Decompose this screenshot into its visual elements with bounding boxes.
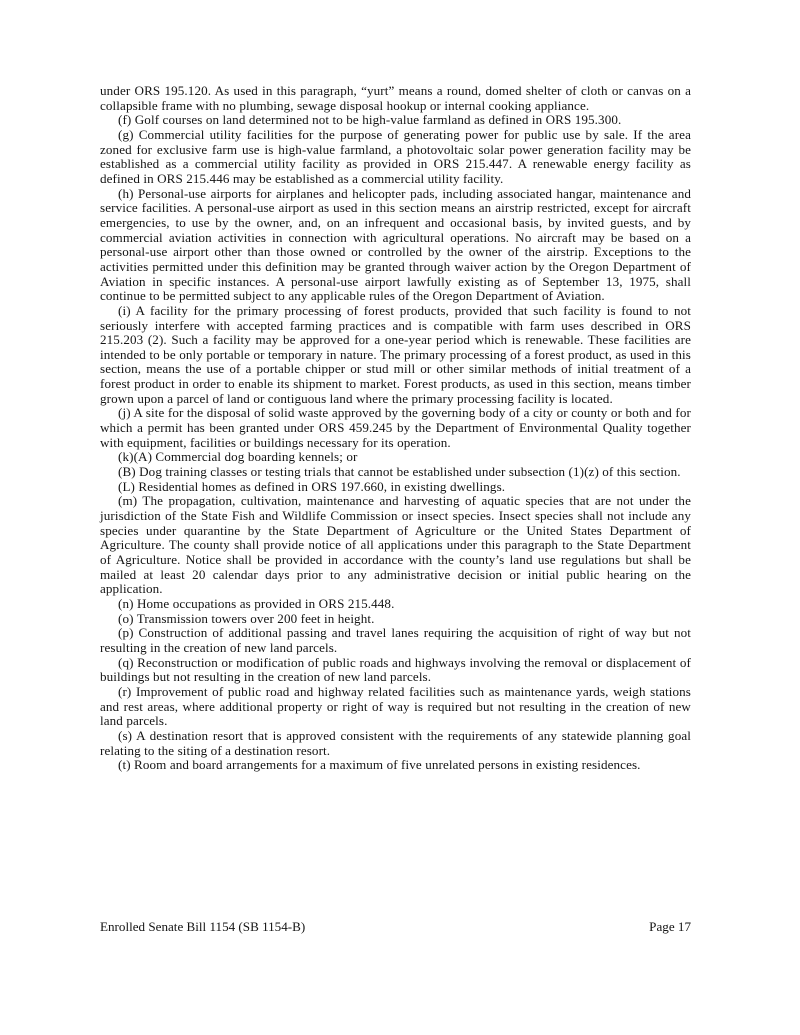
paragraph: (k)(A) Commercial dog boarding kennels; or [118,449,358,465]
page-footer [100,919,691,934]
paragraph: (s) A destination resort that is approved consistent with the requirements of any statewide planning goal relating to the siting of a destination resort. [100,727,691,758]
paragraph: (m) The propagation, cultivation, maintenance and harvesting of aquatic species that are not under the jurisdiction of the State Fish and Wildlife Commission or insect species. Insect species shall not include any species under quarantine by the State Department of Agriculture or the United States Department of Agriculture. The county shall provide notice of all applications under this paragraph to the State Department of Agriculture. Notice shall be provided in accordance with the county’s land use regulations but shall be mailed at least 20 calendar days prior to any administrative decision or initial public hearing on the application. [100,493,691,597]
paragraph: (o) Transmission towers over 200 feet in height. [118,610,375,626]
paragraph: (i) A facility for the primary processing of forest products, provided that such facility is found to not seriously interfere with accepted farming practices and is compatible with farm uses described in ORS 215.203 (2). Such a facility may be approved for a one-year period which is renewable. These facilities are intended to be only portable or temporary in nature. The primary processing of a forest product, as used in this section, means the use of a portable chipper or stud mill or other similar methods of initial treatment of a forest product in order to enable its shipment to market. Forest products, as used in this section, means timber grown upon a parcel of land or contiguous land where the primary processing facility is located. [100,302,691,406]
paragraph: (r) Improvement of public road and highway related facilities such as maintenance yards, weigh stations and rest areas, where additional property or right of way is required but not resulting in the creation of new land parcels. [100,683,691,729]
paragraph: (t) Room and board arrangements for a maximum of five unrelated persons in existing residences. [118,757,641,773]
footer-bill-title: Enrolled Senate Bill 1154 (SB 1154-B) [100,919,306,934]
paragraph: (q) Reconstruction or modification of public roads and highways involving the removal or displacement of buildings but not resulting in the creation of new land parcels. [100,654,691,685]
paragraph: (L) Residential homes as defined in ORS 197.660, in existing dwellings. [118,478,506,494]
paragraph: (g) Commercial utility facilities for the purpose of generating power for public use by sale. If the area zoned for exclusive farm use is high-value farmland, a photovoltaic solar power generation facility may be established as a commercial utility facility as provided in ORS 215.447. A renewable energy facility as defined in ORS 215.446 may be established as a commercial utility facility. [100,126,691,186]
footer-page-number: Page 17 [649,919,691,934]
paragraph: (h) Personal-use airports for airplanes and helicopter pads, including associated hangar, maintenance and service facilities. A personal-use airport as used in this section means an airstrip restricted, except for aircraft emergencies, to use by the owner, and, on an infrequent and occasional basis, by invited guests, and by commercial aviation activities in connection with agricultural operations. No aircraft may be based on a personal-use airport other than those owned or controlled by the owner of the airstrip. Exceptions to the activities permitted under this definition may be granted through waiver action by the Oregon Department of Aviation in specific instances. A personal-use airport lawfully existing as of September 13, 1975, shall continue to be permitted subject to any applicable rules of the Oregon Department of Aviation. [100,185,691,304]
paragraph: (f) Golf courses on land determined not to be high-value farmland as defined in ORS 195.300. [118,112,622,128]
paragraph: (j) A site for the disposal of solid waste approved by the governing body of a city or county or both and for which a permit has been granted under ORS 459.245 by the Department of Environmental Quality together with equipment, facilities or buildings necessary for its operation. [100,405,691,450]
paragraph: (n) Home occupations as provided in ORS 215.448. [118,595,395,611]
paragraph: under ORS 195.120. As used in this paragraph, “yurt” means a round, domed shelter of cloth or canvas on a collapsible frame with no plumbing, sewage disposal hookup or internal cooking appliance. [100,83,691,113]
paragraph: (p) Construction of additional passing and travel lanes requiring the acquisition of right of way but not resulting in the creation of new land parcels. [100,625,691,655]
bill-text-body [100,84,691,773]
paragraph: (B) Dog training classes or testing trials that cannot be established under subsection (1)(z) of this section. [118,464,681,480]
